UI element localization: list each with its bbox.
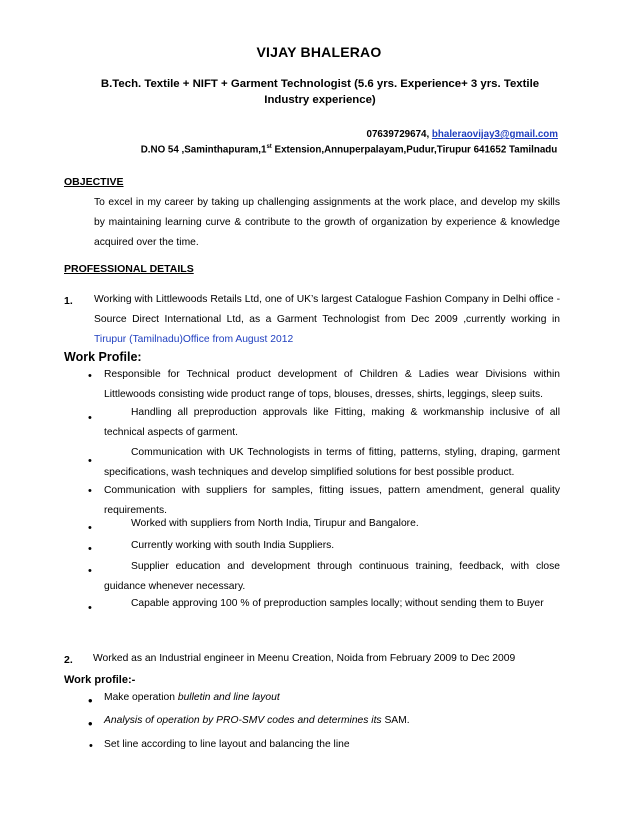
bullet-dot: • — [88, 370, 92, 382]
job1-text: Working with Littlewoods Retails Ltd, one of UK’s largest Catalogue Fashion Company in Delhi office - Source Direct International Ltd, as a Garment Technologist from Dec 2009 ,currently working in — [94, 294, 560, 325]
contact-line — [367, 129, 558, 140]
job2-bullet-1-italic: bulletin and line layout — [177, 692, 280, 703]
bullet-dot: • — [88, 602, 92, 614]
job1-work-profile-label: Work Profile: — [64, 350, 142, 364]
job2-work-profile-label: Work profile:- — [64, 674, 136, 686]
job1-number: 1. — [64, 295, 73, 307]
job2-bullet-2 — [104, 711, 560, 731]
job2-bullet-1-pre: Make operation — [104, 692, 178, 703]
job2-bullet-3: Set line according to line layout and balancing the line — [104, 739, 350, 750]
job1-bullet-3: Communication with UK Technologists in terms of fitting, patterns, styling, draping, garment specifications, wash techniques and develop simplified solutions for best possible product. — [104, 447, 560, 478]
job1-bullet-5: Worked with suppliers from North India, Tirupur and Bangalore. — [131, 518, 419, 529]
bullet-dot: • — [89, 740, 93, 752]
bullet-dot: • — [88, 543, 92, 555]
professional-heading: PROFESSIONAL DETAILS — [64, 263, 194, 275]
bullet-dot: • — [88, 522, 92, 534]
job2-bullet-2-italic: Analysis of operation by PRO-SMV codes and determines its — [104, 715, 382, 726]
bullet-dot: • — [88, 455, 92, 467]
job1-description — [94, 290, 560, 350]
address-part-1: D.NO 54 ,Saminthapuram,1 — [140, 144, 267, 156]
bullet-dot: • — [88, 716, 93, 731]
bullet-dot: • — [88, 412, 92, 424]
job1-bullet-1: Responsible for Technical product development of Children & Ladies wear Divisions within Littlewoods consisting wide product range of tops, blouses, dresses, shirts, leggings, sleep suits. — [104, 369, 560, 400]
address-line — [0, 144, 638, 155]
objective-heading: OBJECTIVE — [64, 176, 124, 188]
job1-bullet-2: Handling all preproduction approvals like Fitting, making & workmanship inclusive of all technical aspects of garment. — [104, 407, 560, 438]
email-link[interactable]: bhaleraovijay3@gmail.com — [431, 129, 558, 140]
job2-description: Worked as an Industrial engineer in Meenu Creation, Noida from February 2009 to Dec 2009 — [93, 653, 516, 664]
address-superscript: st — [266, 144, 272, 150]
job1-location: Tirupur (Tamilnadu)Office from August 2012 — [94, 334, 294, 345]
bullet-dot: • — [88, 693, 93, 708]
job2-bullet-2-post: SAM. — [381, 715, 410, 726]
job1-bullet-8: Capable approving 100 % of preproduction samples locally; without sending them to Buyer — [131, 598, 544, 609]
job2-bullet-1 — [104, 688, 560, 708]
job1-bullet-6: Currently working with south India Suppliers. — [131, 540, 335, 551]
candidate-name: VIJAY BHALERAO — [256, 44, 382, 60]
job2-number: 2. — [64, 654, 73, 666]
objective-text: To excel in my career by taking up challenging assignments at the work place, and develop my skills by maintaining learning curve & contribute to the growth of organization by experience & knowledge acquired over the time. — [94, 197, 560, 248]
address-part-2: Extension,Annuperpalayam,Pudur,Tirupur 641652 Tamilnadu — [271, 144, 558, 156]
job1-bullet-7: Supplier education and development through continuous training, feedback, with close guidance whenever necessary. — [104, 561, 560, 592]
bullet-dot: • — [88, 565, 92, 577]
candidate-subtitle: B.Tech. Textile + NIFT + Garment Technologist (5.6 yrs. Experience+ 3 yrs. Textile Industry experience) — [100, 78, 540, 106]
bullet-dot: • — [88, 485, 92, 497]
phone-number: 07639729674, — [366, 129, 430, 140]
job1-bullet-4: Communication with suppliers for samples, fitting issues, pattern amendment, general quality requirements. — [104, 485, 560, 516]
